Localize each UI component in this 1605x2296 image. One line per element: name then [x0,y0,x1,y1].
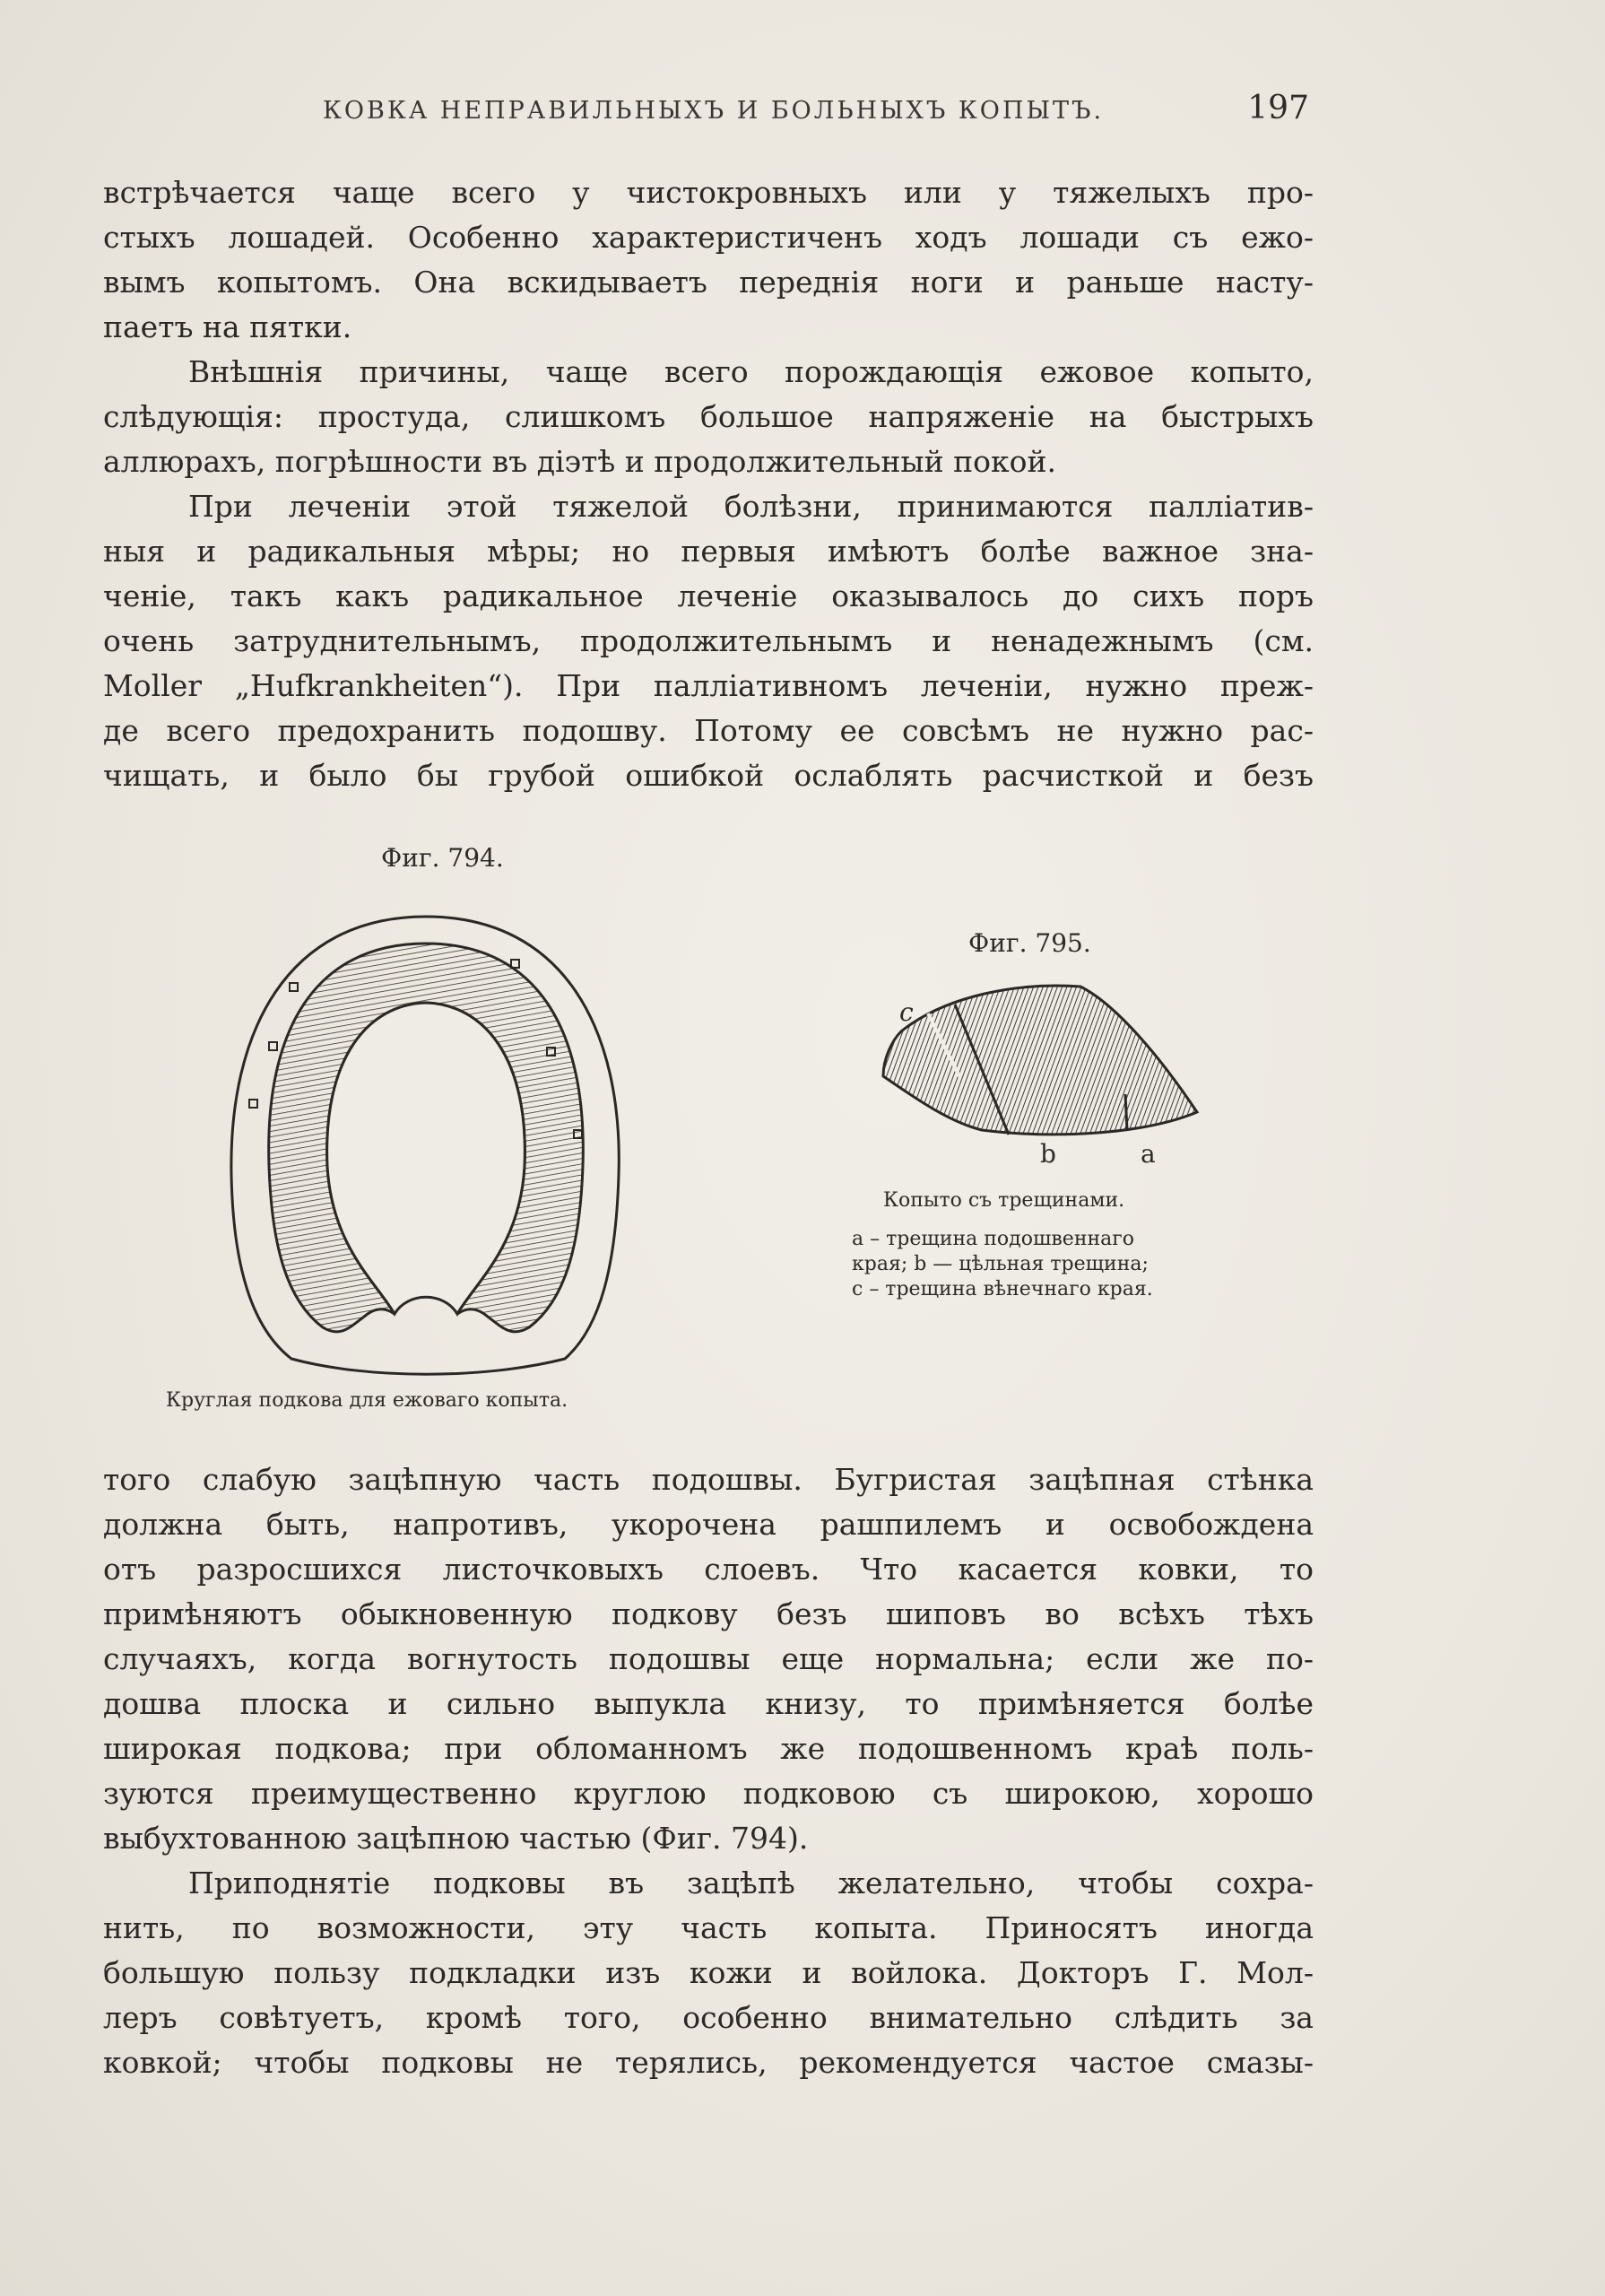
cracked-hoof-illustration [874,978,1206,1148]
text-line: того слабую зацѣпную часть подошвы. Бугристая зацѣпная стѣнка [103,1462,1314,1497]
text-line: Приподнятіе подковы въ зацѣпѣ желательно, чтобы сохра- [188,1866,1314,1900]
figure-795-letter-c: c [899,997,914,1027]
text-line: Moller „Hufkrankheiten“). При палліативномъ леченіи, нужно преж- [103,668,1314,703]
text-line: чищать, и было бы грубой ошибкой ослаблять расчисткой и безъ [103,758,1314,793]
text-line: примѣняютъ обыкновенную подкову безъ шиповъ во всѣхъ тѣхъ [103,1596,1314,1631]
text-line: леръ совѣтуетъ, кромѣ того, особенно внимательно слѣдить за [103,2000,1314,2035]
figure-795-letter-a: a [1141,1139,1156,1169]
text-line: должна быть, напротивъ, укорочена рашпилемъ и освобождена [103,1507,1314,1542]
running-header [103,90,1309,135]
figure-795-title: Копыто съ трещинами. [883,1189,1125,1212]
header-title: КОВКА НЕПРАВИЛЬНЫХЪ И БОЛЬНЫХЪ КОПЫТЪ. [323,97,1105,125]
figure-795-letter-b: b [1040,1139,1056,1169]
text-line: стыхъ лошадей. Особенно характеристиченъ ходъ лошади съ ежо- [103,220,1314,255]
text-line: При леченіи этой тяжелой болѣзни, принимаются палліатив- [188,489,1314,524]
paragraph-2 [103,350,1314,484]
text-line: очень затруднительнымъ, продолжительнымъ и ненадежнымъ (см. [103,623,1314,658]
text-line: Внѣшнія причины, чаще всего порождающія ежовое копыто, [188,354,1314,389]
text-line: большую пользу подкладки изъ кожи и войлока. Докторъ Г. Мол- [103,1955,1314,1990]
page-number: 197 [1247,90,1309,126]
legend-line: c – трещина вѣнечнаго края. [852,1278,1153,1300]
paragraph-5 [103,1861,1314,2085]
text-line: отъ разросшихся листочковыхъ слоевъ. Что касается ковки, то [103,1552,1314,1587]
text-line: вымъ копытомъ. Она вскидываетъ переднія ноги и раньше насту- [103,265,1314,300]
text-line: дошва плоска и сильно выпукла книзу, то примѣняется болѣе [103,1686,1314,1721]
text-line: ченіе, такъ какъ радикальное леченіе оказывалось до сихъ поръ [103,578,1314,613]
text-line: паетъ на пятки. [103,309,352,344]
text-line: широкая подкова; при обломанномъ же подошвенномъ краѣ поль- [103,1731,1314,1766]
figure-795-label: Фиг. 795. [968,928,1091,958]
paragraph-3 [103,484,1314,798]
figure-794-caption: Круглая подкова для ежоваго копыта. [166,1389,568,1412]
text-line: ныя и радикальныя мѣры; но первыя имѣютъ болѣе важное зна- [103,534,1314,569]
paragraph-4 [103,1457,1314,1861]
paragraph-1 [103,170,1314,350]
legend-line: а – трещина подошвеннаго [852,1228,1135,1250]
horseshoe-illustration [215,906,637,1381]
text-line: случаяхъ, когда вогнутость подошвы еще нормальна; если же по- [103,1641,1314,1676]
text-line: выбухтованною зацѣпною частью (Фиг. 794). [103,1821,809,1856]
text-line: слѣдующія: простуда, слишкомъ большое напряженіе на быстрыхъ [103,399,1314,434]
text-line: встрѣчается чаще всего у чистокровныхъ или у тяжелыхъ про- [103,175,1314,210]
text-line: аллюрахъ, погрѣшности въ діэтѣ и продолжительный покой. [103,444,1056,479]
text-line: зуются преимущественно круглою подковою съ широкою, хорошо [103,1776,1314,1811]
text-line: де всего предохранить подошву. Потому ее совсѣмъ не нужно рас- [103,713,1314,748]
text-line: нить, по возможности, эту часть копыта. Приносятъ иногда [103,1910,1314,1945]
figure-795-legend [852,1227,1228,1302]
legend-line: края; b — цѣльная трещина; [852,1253,1149,1275]
text-line: ковкой; чтобы подковы не терялись, рекомендуется частое смазы- [103,2045,1314,2080]
figure-794-label: Фиг. 794. [381,843,504,873]
